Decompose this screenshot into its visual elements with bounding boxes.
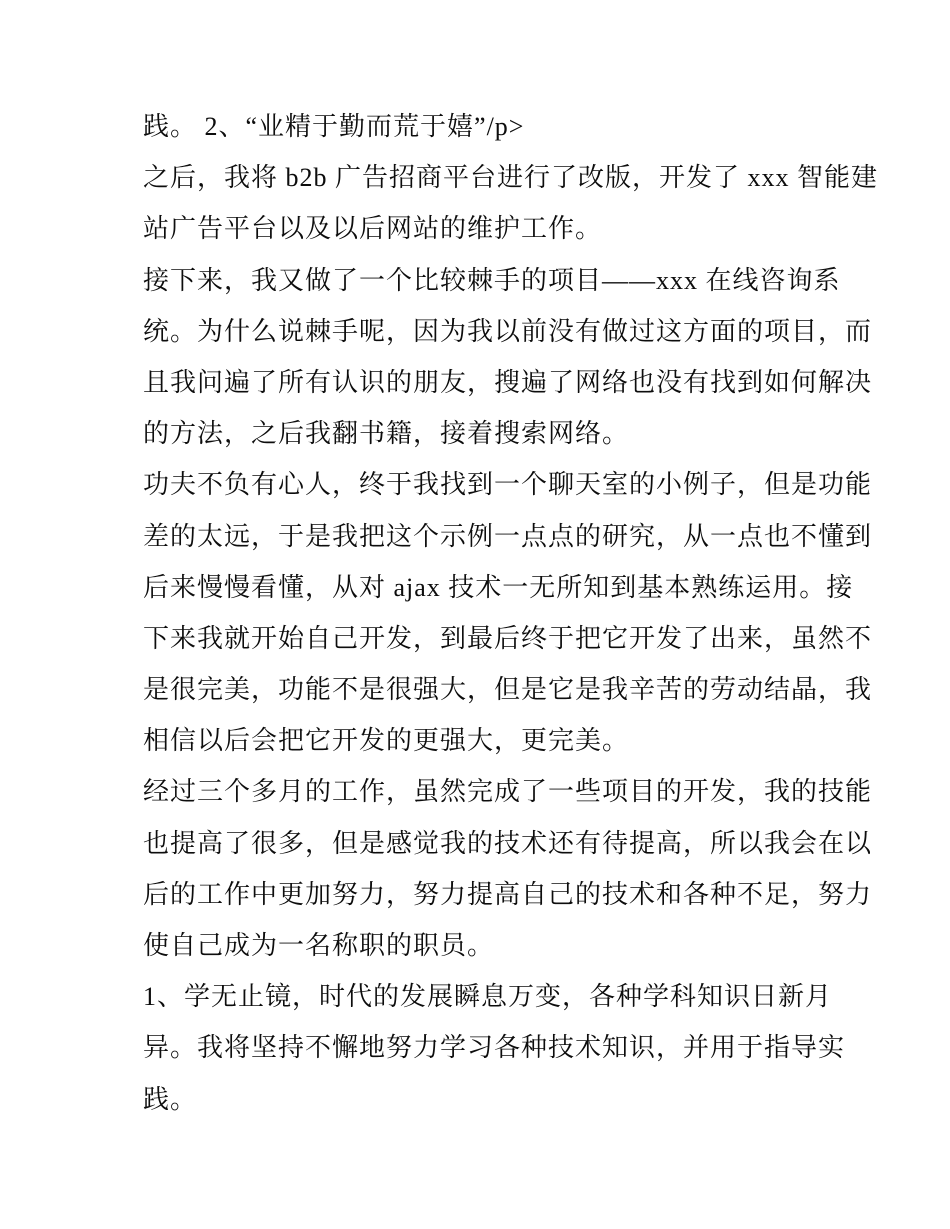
text-line: 统。为什么说棘手呢，因为我以前没有做过这方面的项目，而 — [143, 316, 873, 346]
text-line: 践。 2、“业精于勤而荒于嬉”/p> — [143, 112, 525, 141]
text-line: 下来我就开始自己开发，到最后终于把它开发了出来，虽然不 — [143, 623, 873, 653]
text-line: 1、学无止镜，时代的发展瞬息万变，各种学科知识日新月 — [143, 982, 833, 1012]
text-line: 异。我将坚持不懈地努力学习各种技术知识，并用于指导实 — [143, 1033, 846, 1063]
text-line: 是很完美，功能不是很强大，但是它是我辛苦的劳动结晶，我 — [143, 675, 873, 705]
text-line: 也提高了很多，但是感觉我的技术还有待提高，所以我会在以 — [143, 828, 873, 858]
text-line: 相信以后会把它开发的更强大，更完美。 — [143, 726, 630, 756]
text-line: 的方法，之后我翻书籍，接着搜索网络。 — [143, 419, 630, 449]
text-line: 接下来，我又做了一个比较棘手的项目——xxx 在线咨询系 — [143, 265, 841, 295]
text-line: 使自己成为一名称职的职员。 — [143, 931, 495, 960]
text-line: 且我问遍了所有认识的朋友，搜遍了网络也没有找到如何解决 — [143, 367, 873, 397]
text-line: 后的工作中更加努力，努力提高自己的技术和各种不足，努力 — [143, 879, 873, 909]
text-line: 践。 — [143, 1084, 198, 1114]
text-line: 功夫不负有心人，终于我找到一个聊天室的小例子，但是功能 — [143, 470, 873, 500]
text-line: 后来慢慢看懂，从对 ajax 技术一无所知到基本熟练运用。接 — [143, 572, 854, 602]
text-line: 站广告平台以及以后网站的维护工作。 — [143, 214, 603, 244]
text-line: 之后，我将 b2b 广告招商平台进行了改版，开发了 xxx 智能建 — [143, 163, 879, 193]
document-text-block — [143, 101, 879, 1125]
text-line: 差的太远，于是我把这个示例一点点的研究，从一点也不懂到 — [143, 521, 873, 551]
text-line: 经过三个多月的工作，虽然完成了一些项目的开发，我的技能 — [143, 777, 873, 807]
